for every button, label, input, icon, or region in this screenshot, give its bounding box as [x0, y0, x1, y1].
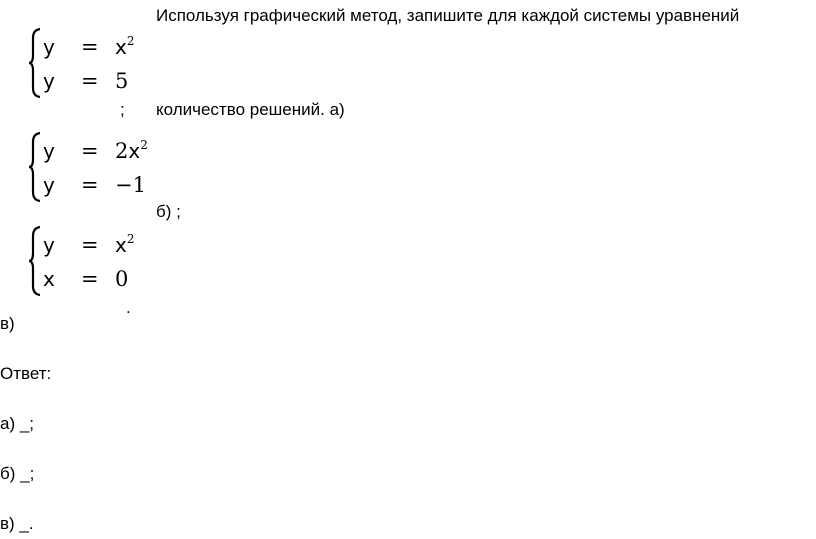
system-a-eq1-rhs	[115, 34, 134, 60]
left-brace-icon	[28, 132, 42, 202]
system-c-eq1-equals: =	[81, 233, 99, 257]
system-c-eq1-exponent: 2	[126, 232, 135, 246]
system-b-eq1-coef: 2	[115, 139, 129, 163]
system-a-eq2-equals: =	[81, 69, 99, 93]
system-c-eq2-rhs: 0	[115, 267, 129, 291]
system-a-eq1-lhs: y	[43, 35, 55, 59]
system-b-eq1-exponent: 2	[140, 138, 148, 152]
answer-line-b: б) _;	[0, 464, 35, 483]
left-brace-icon	[28, 226, 42, 296]
system-b-eq2-lhs: y	[43, 173, 55, 197]
task-intro-text: Используя графический метод, запишите для каждой системы уравнений	[156, 6, 740, 25]
system-a-eq1-equals: =	[81, 35, 99, 59]
system-a-eq2-lhs: y	[43, 69, 55, 93]
system-c-eq1-var: x	[115, 233, 127, 257]
equation-system-a	[28, 28, 148, 98]
answer-heading: Ответ:	[0, 364, 52, 383]
system-b-eq2-rhs: −1	[115, 173, 146, 197]
system-a-eq2-rhs: 5	[115, 69, 129, 93]
system-a-eq1-exponent: 2	[126, 34, 135, 48]
semicolon-after-system-a: ;	[120, 100, 125, 119]
system-b-eq1-lhs: y	[43, 139, 55, 163]
system-b-eq1-equals: =	[81, 139, 99, 163]
system-c-eq2-equals: =	[81, 267, 99, 291]
label-b: б) ;	[156, 202, 181, 221]
system-b-eq1-rhs	[115, 138, 148, 164]
system-c-eq1-rhs	[115, 232, 134, 258]
solutions-count-text: количество решений. а)	[156, 100, 345, 119]
left-brace-icon	[28, 28, 42, 98]
system-b-eq2-equals: =	[81, 173, 99, 197]
period-after-system-c: .	[126, 298, 131, 317]
label-c: в)	[0, 314, 15, 333]
system-c-eq2-lhs: x	[43, 267, 55, 291]
equation-system-c	[28, 226, 148, 296]
system-b-eq1-var: x	[128, 139, 141, 163]
equation-system-b	[28, 132, 148, 202]
answer-line-a: а) _;	[0, 414, 35, 433]
answer-line-c: в) _.	[0, 514, 34, 533]
system-a-eq1-var: x	[115, 35, 127, 59]
system-c-eq1-lhs: y	[43, 233, 55, 257]
